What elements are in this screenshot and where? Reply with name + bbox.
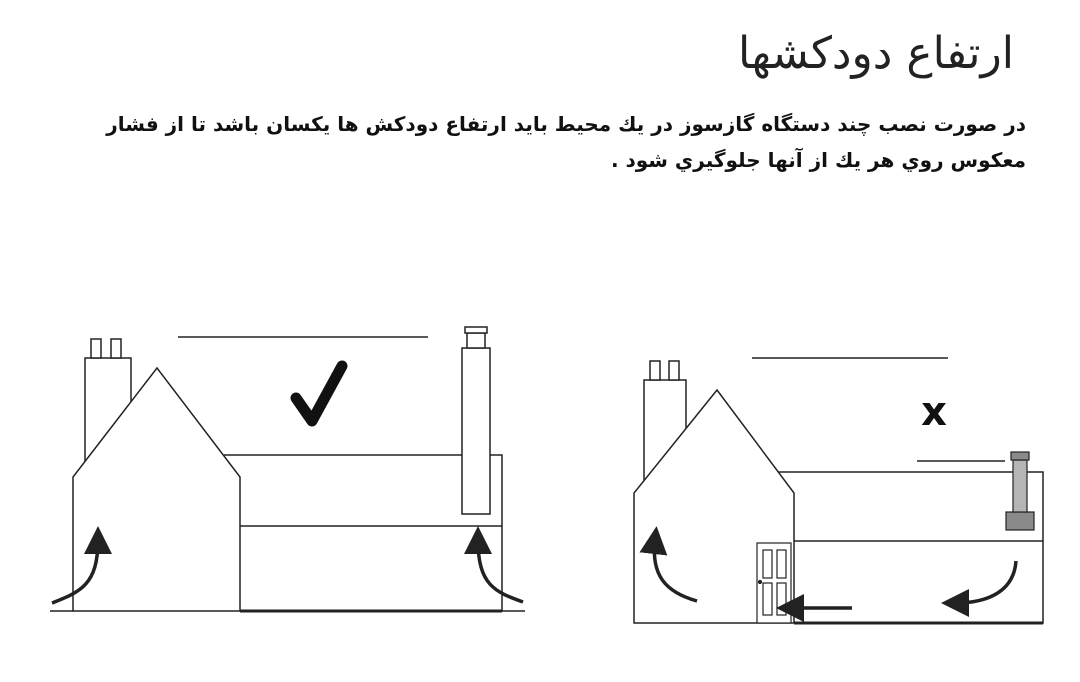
instruction-paragraph: در صورت نصب چند دستگاه گازسوز در يك محيط بايد ارتفاع دودكش ها يكسان باشد تا از فشار معكوس روي هر يك از آنها جلوگيري شود . (106, 112, 1026, 172)
house-left-correct (50, 339, 525, 611)
check-icon (296, 366, 342, 421)
door-icon (757, 543, 791, 623)
house-right-incorrect (634, 361, 1043, 623)
cross-mark: x (921, 389, 947, 435)
flue-pipe-left (462, 327, 490, 514)
page-title: ارتفاع دودکشها (738, 28, 1014, 79)
flue-pipe-right (1006, 452, 1034, 530)
